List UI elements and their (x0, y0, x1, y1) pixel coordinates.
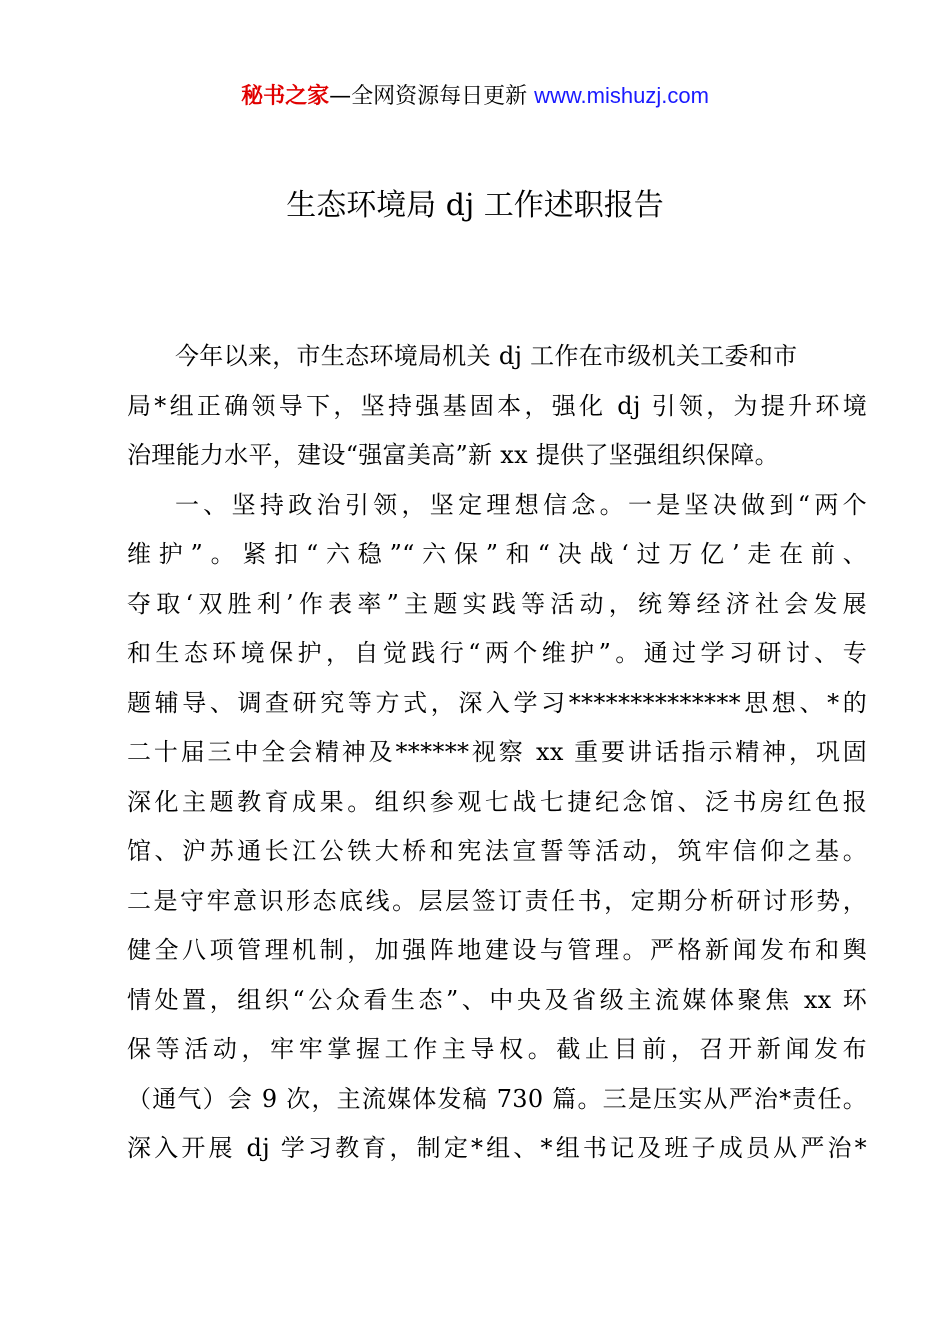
paragraph-line: 夺取‘双胜利’作表率”主题实践等活动，统筹经济社会发展 (127, 589, 867, 618)
document-title: 生态环境局 dj 工作述职报告 (286, 188, 664, 223)
paragraph-line: 一、坚持政治引领，坚定理想信念。一是坚决做到“两个 (175, 490, 867, 519)
paragraph-line: （通气）会 9 次，主流媒体发稿 730 篇。三是压实从严治*责任。 (127, 1084, 867, 1113)
paragraph-line: 深化主题教育成果。组织参观七战七捷纪念馆、泛书房红色报 (127, 787, 867, 816)
paragraph-line: 局*组正确领导下，坚持强基固本，强化 dj 引领，为提升环境 (127, 391, 867, 420)
document-body (127, 332, 867, 1174)
site-brand: 秘书之家 (241, 84, 330, 109)
paragraph-line: 治理能力水平，建设“强富美高”新 xx 提供了坚强组织保障。 (127, 441, 779, 469)
paragraph-line: 题辅导、调查研究等方式，深入学习**************思想、*的 (127, 688, 867, 717)
paragraph-line: 和生态环境保护，自觉践行“两个维护”。通过学习研讨、专 (127, 639, 867, 667)
paragraph-line: 二是守牢意识形态底线。层层签订责任书，定期分析研讨形势， (127, 886, 867, 915)
paragraph-line: 今年以来，市生态环境局机关 dj 工作在市级机关工委和市 (175, 342, 798, 370)
site-url-link[interactable]: www.mishuzj.com (534, 83, 709, 108)
paragraph-line: 保等活动，牢牢掌握工作主导权。截止目前，召开新闻发布 (127, 1035, 867, 1063)
paragraph-line: 馆、沪苏通长江公铁大桥和宪法宣誓等活动，筑牢信仰之基。 (127, 837, 867, 865)
site-slogan: —全网资源每日更新 (329, 84, 535, 109)
paragraph-line: 情处置，组织“公众看生态”、中央及省级主流媒体聚焦 xx 环 (127, 985, 867, 1014)
paragraph-line: 健全八项管理机制，加强阵地建设与管理。严格新闻发布和舆 (127, 936, 867, 964)
paragraph-line: 维护”。紧扣“六稳”“六保”和“决战‘过万亿’走在前、 (127, 540, 867, 568)
paragraph-line: 深入开展 dj 学习教育，制定*组、*组书记及班子成员从严治* (127, 1134, 867, 1162)
site-header (0, 80, 950, 113)
paragraph-line: 二十届三中全会精神及******视察 xx 重要讲话指示精神，巩固 (127, 738, 867, 766)
